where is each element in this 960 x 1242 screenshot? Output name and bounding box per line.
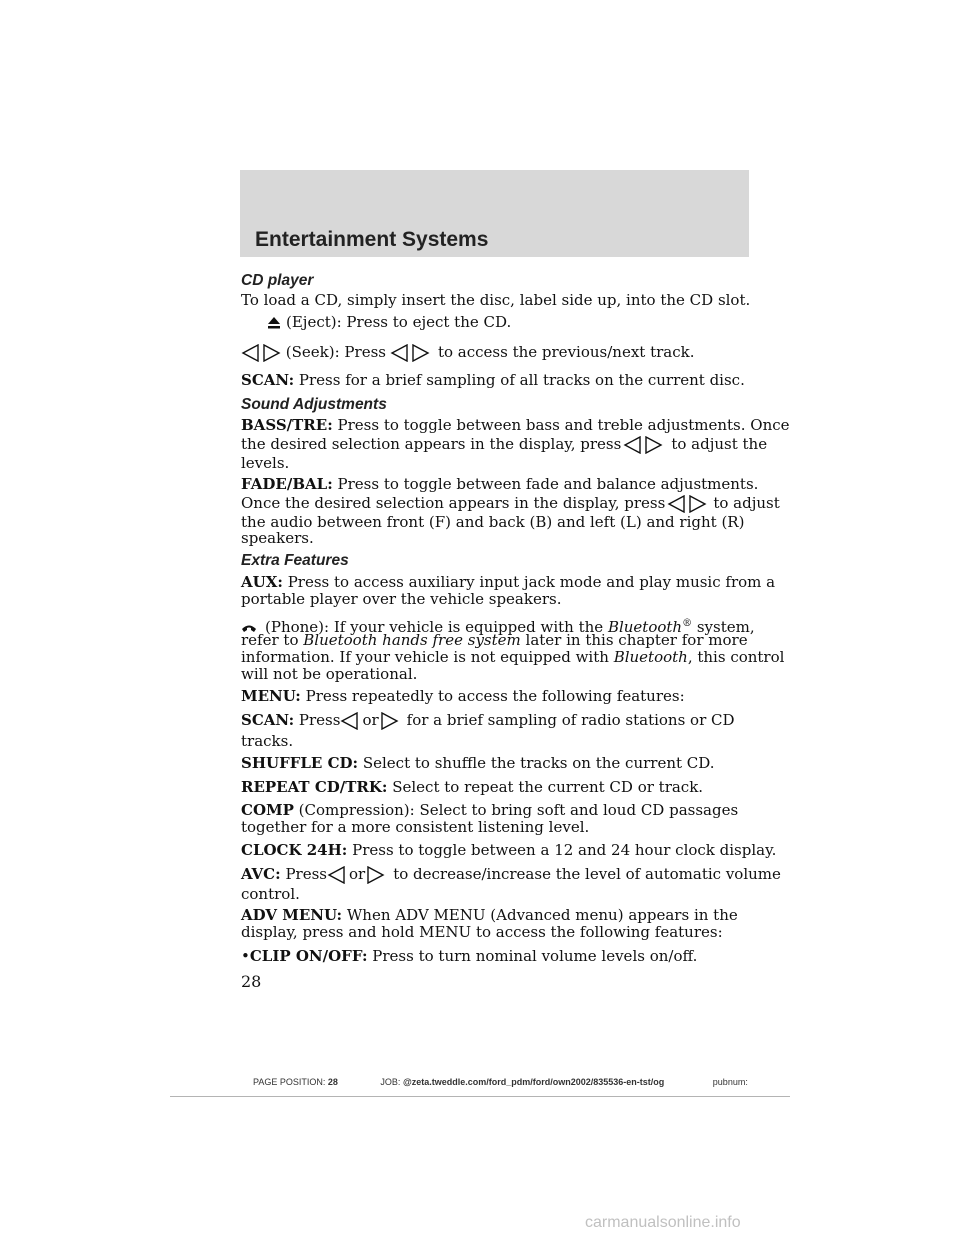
seek-back-icon <box>340 712 360 730</box>
fade-text: Once the desired selection appears in the display, press <box>241 494 666 512</box>
fade-line-3: the audio between front (F) and back (B) and left (L) and right (R) <box>241 513 745 531</box>
bass-line-3: levels. <box>241 454 290 472</box>
bluetooth-reference: Bluetooth hands free system <box>303 631 521 649</box>
avc-line-1 <box>241 866 781 884</box>
phone-text: system, <box>692 618 755 636</box>
avc-text: or <box>349 865 366 883</box>
footer-value: 28 <box>327 1077 338 1087</box>
menu-text: Press repeatedly to access the following features: <box>305 687 685 705</box>
menu-line <box>241 688 685 705</box>
avc-line-2: control. <box>241 885 300 903</box>
scan-label: SCAN: <box>241 711 295 729</box>
section-heading-extra: Extra Features <box>241 552 349 569</box>
scan-cd-line <box>241 372 745 389</box>
bluetooth-term: Bluetooth <box>613 648 688 666</box>
avc-text: Press <box>285 865 327 883</box>
registered-mark: ® <box>682 618 693 629</box>
aux-line-1 <box>241 574 775 591</box>
phone-text: later in this chapter for more <box>525 631 748 649</box>
seek-back-icon <box>623 436 643 454</box>
comp-line-2: together for a more consistent listening level. <box>241 818 590 836</box>
comp-line-1 <box>241 802 738 819</box>
comp-label: COMP <box>241 801 294 819</box>
seek-text-a: (Seek): Press <box>285 343 386 361</box>
fade-text: to adjust <box>713 494 780 512</box>
section-heading-cd-player: CD player <box>241 272 314 289</box>
seek-back-icon <box>241 344 261 362</box>
seek-back-icon <box>667 495 687 513</box>
menu-scan-line <box>241 712 735 730</box>
seek-back-icon <box>327 866 347 884</box>
bass-text: Press to toggle between bass and treble adjustments. Once <box>337 416 790 434</box>
watermark[interactable]: carmanualsonline.info <box>585 1214 741 1231</box>
page-number: 28 <box>241 972 262 991</box>
shuffle-line <box>241 755 715 772</box>
seek-forward-icon <box>365 866 385 884</box>
page-title: Entertainment Systems <box>255 228 489 251</box>
fade-line-4: speakers. <box>241 529 314 547</box>
shuffle-text: Select to shuffle the tracks on the current CD. <box>362 754 715 772</box>
seek-forward-icon <box>261 344 281 362</box>
seek-forward-icon <box>410 344 430 362</box>
footer-label: JOB: <box>380 1077 401 1087</box>
comp-text: (Compression): Select to bring soft and loud CD passages <box>298 801 739 819</box>
menu-label: MENU: <box>241 687 301 705</box>
adv-text: When ADV MENU (Advanced menu) appears in the <box>346 906 738 924</box>
seek-text-b: to access the previous/next track. <box>437 343 695 361</box>
repeat-text: Select to repeat the current CD or track. <box>392 778 704 796</box>
scan-text: or <box>362 711 379 729</box>
adv-label: ADV MENU: <box>241 906 343 924</box>
clip-bullet-item <box>241 948 697 965</box>
scan-text: Press <box>298 711 341 729</box>
phone-text: , this control <box>687 648 785 666</box>
seek-back-icon <box>390 344 410 362</box>
eject-icon <box>267 316 281 330</box>
aux-line-2: portable player over the vehicle speakers. <box>241 590 562 608</box>
scan-label: SCAN: <box>241 371 295 389</box>
phone-line-3 <box>241 649 784 666</box>
aux-label: AUX: <box>241 573 283 591</box>
seek-forward-icon <box>687 495 707 513</box>
fade-line-1 <box>241 476 758 493</box>
repeat-line <box>241 779 703 796</box>
fade-line-2 <box>241 495 780 513</box>
bass-line-2 <box>241 436 767 454</box>
print-footer <box>253 1077 748 1087</box>
shuffle-label: SHUFFLE CD: <box>241 754 359 772</box>
clock-line <box>241 842 776 859</box>
clock-label: CLOCK 24H: <box>241 841 348 859</box>
bullet: • <box>241 947 250 965</box>
aux-text: Press to access auxiliary input jack mode and play music from a <box>287 573 776 591</box>
bluetooth-term: Bluetooth <box>607 618 683 636</box>
clip-label: CLIP ON/OFF: <box>249 947 368 965</box>
avc-text: to decrease/increase the level of automatic volume <box>393 865 781 883</box>
phone-text: refer to <box>241 631 299 649</box>
menu-scan-line-2: tracks. <box>241 732 294 750</box>
phone-line-4: will not be operational. <box>241 665 418 683</box>
clip-text: Press to turn nominal volume levels on/off. <box>372 947 698 965</box>
scan-text: Press for a brief sampling of all tracks on the current disc. <box>298 371 745 389</box>
phone-line-2 <box>241 632 748 649</box>
cd-intro: To load a CD, simply insert the disc, label side up, into the CD slot. <box>241 291 751 309</box>
avc-label: AVC: <box>241 865 281 883</box>
seek-line <box>241 344 694 362</box>
phone-text: information. If your vehicle is not equipped with <box>241 648 609 666</box>
seek-forward-icon <box>643 436 663 454</box>
footer-value: @zeta.tweddle.com/ford_pdm/ford/own2002/835536-en-tst/og <box>402 1077 665 1087</box>
footer-label: pubnum: <box>712 1077 748 1087</box>
footer-divider <box>170 1096 790 1097</box>
scan-text: for a brief sampling of radio stations or CD <box>406 711 735 729</box>
fade-label: FADE/BAL: <box>241 475 333 493</box>
eject-line <box>241 314 511 331</box>
adv-line-2: display, press and hold MENU to access the following features: <box>241 923 723 941</box>
bass-text: the desired selection appears in the display, press <box>241 435 622 453</box>
bass-label: BASS/TRE: <box>241 416 333 434</box>
seek-forward-icon <box>379 712 399 730</box>
bass-line-1 <box>241 417 790 434</box>
repeat-label: REPEAT CD/TRK: <box>241 778 388 796</box>
phone-text: (Phone): If your vehicle is equipped with the <box>265 618 604 636</box>
bass-text: to adjust the <box>671 435 768 453</box>
footer-label: PAGE POSITION: <box>253 1077 326 1087</box>
fade-text: Press to toggle between fade and balance adjustments. <box>337 475 759 493</box>
clock-text: Press to toggle between a 12 and 24 hour clock display. <box>352 841 777 859</box>
adv-line-1 <box>241 907 738 924</box>
eject-text: (Eject): Press to eject the CD. <box>286 313 512 331</box>
section-heading-sound: Sound Adjustments <box>241 396 387 413</box>
